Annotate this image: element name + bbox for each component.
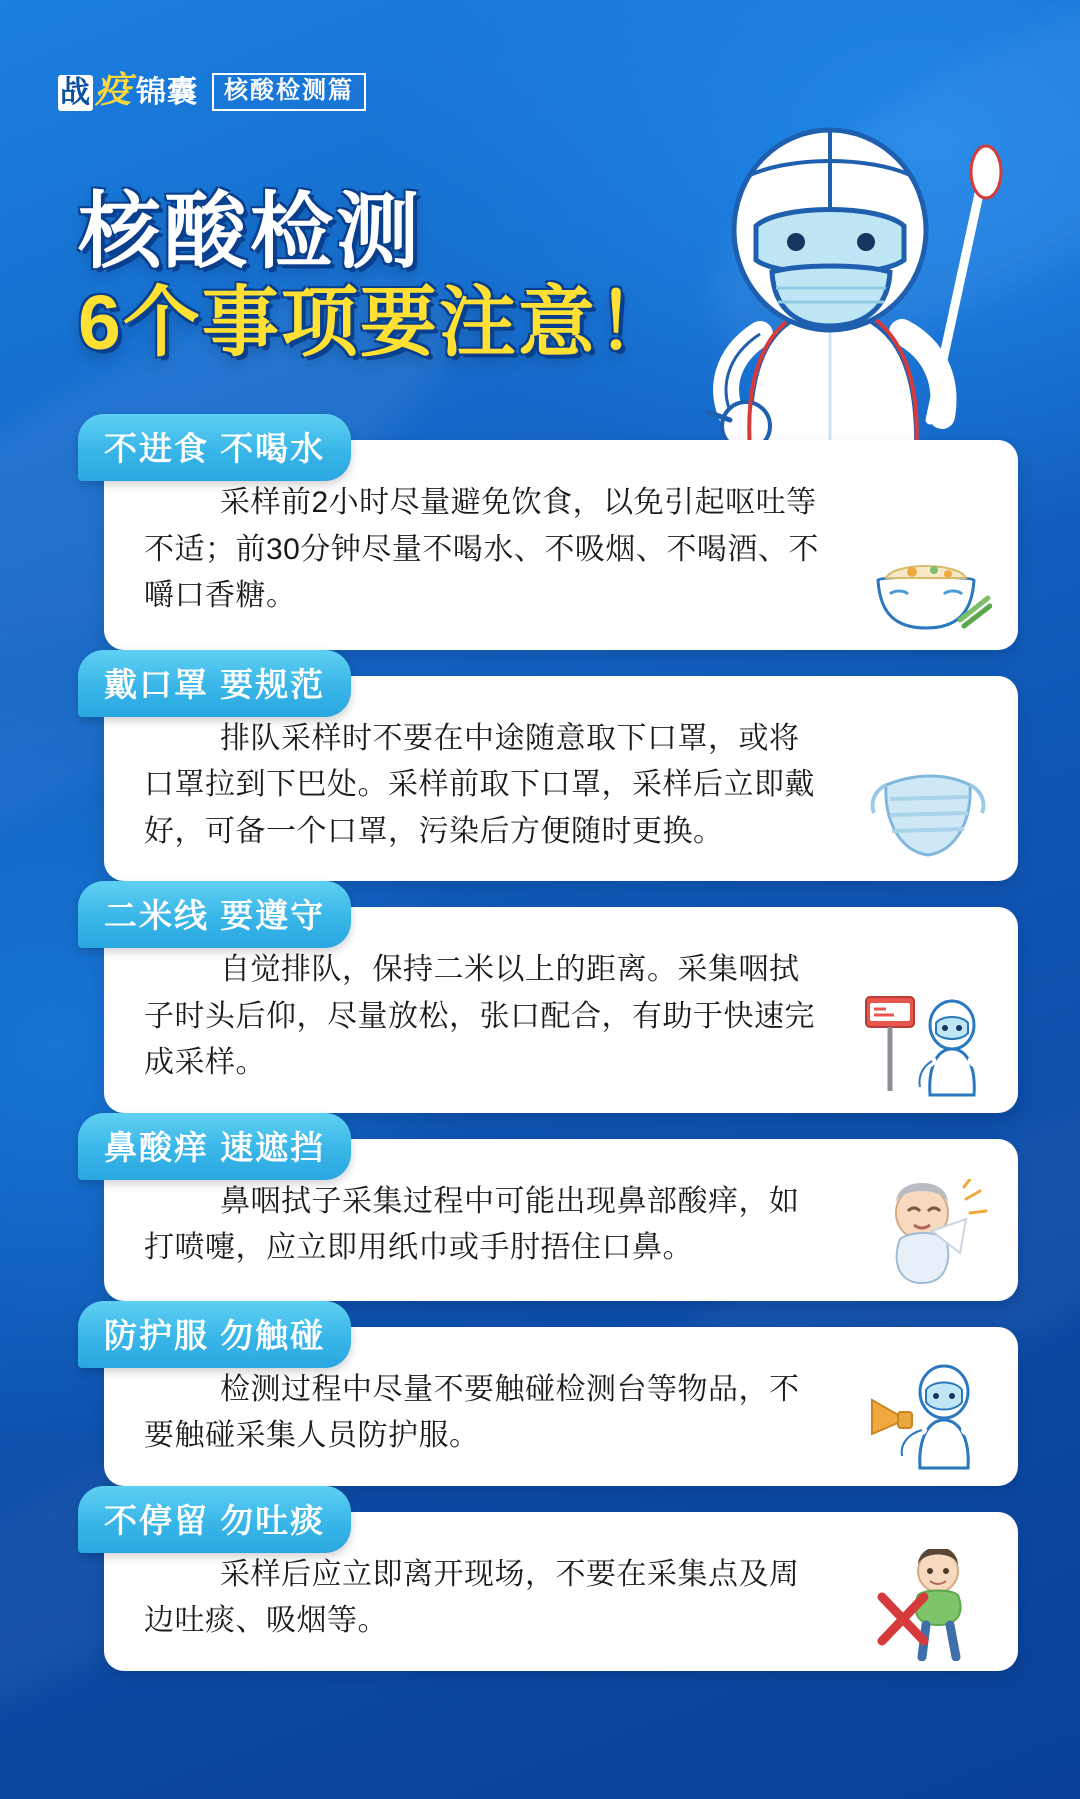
item-text: 自觉排队，保持二米以上的距离。采集咽拭子时头后仰，尽量放松，张口配合，有助于快速完成采样。 xyxy=(144,953,815,1079)
no-spitting-icon xyxy=(860,1549,992,1661)
item-label: 戴口罩 要规范 xyxy=(78,650,351,717)
rice-bowl-icon xyxy=(860,528,992,640)
brand-tag xyxy=(58,69,366,111)
item-text: 采样前2小时尽量避免饮食，以免引起呕吐等不适；前30分钟尽量不喝水、不吸烟、不喝酒、不嚼口香糖。 xyxy=(144,486,819,612)
item-label: 鼻酸痒 速遮挡 xyxy=(78,1113,351,1180)
page-title xyxy=(78,185,676,367)
item-text: 鼻咽拭子采集过程中可能出现鼻部酸痒，如打喷嚏，应立即用纸巾或手肘捂住口鼻。 xyxy=(144,1184,800,1264)
face-mask-icon xyxy=(860,759,992,871)
brand-word-1: 战 xyxy=(60,76,91,109)
item-text: 采样后应立即离开现场，不要在采集点及周边吐痰、吸烟等。 xyxy=(144,1557,800,1637)
list-item xyxy=(0,1501,1080,1671)
brand-word-2: 疫 xyxy=(95,69,133,110)
medical-worker-with-swab-icon xyxy=(630,120,1050,460)
brand-subtitle: 核酸检测篇 xyxy=(212,73,366,111)
item-text: 检测过程中尽量不要触碰检测台等物品，不要触碰采集人员防护服。 xyxy=(144,1372,800,1452)
item-label: 防护服 勿触碰 xyxy=(78,1301,351,1368)
list-item xyxy=(0,1316,1080,1486)
list-item xyxy=(0,665,1080,882)
item-label: 二米线 要遵守 xyxy=(78,881,351,948)
sneezing-person-icon xyxy=(860,1179,992,1291)
worker-sign-icon xyxy=(860,991,992,1103)
item-label: 不进食 不喝水 xyxy=(78,414,351,481)
item-text: 排队采样时不要在中途随意取下口罩，或将口罩拉到下巴处。采样前取下口罩，采样后立即戴好，可备一个口罩，污染后方便随时更换。 xyxy=(144,721,815,848)
list-item xyxy=(0,430,1080,650)
list-item xyxy=(0,897,1080,1113)
worker-megaphone-icon xyxy=(860,1364,992,1476)
title-line-2: 6个事项要注意！ xyxy=(78,280,676,367)
list-item xyxy=(0,1128,1080,1301)
brand-word-3: 锦囊 xyxy=(136,76,199,109)
item-label: 不停留 勿吐痰 xyxy=(78,1486,351,1553)
title-line-1: 核酸检测 xyxy=(78,185,422,278)
tips-list xyxy=(0,430,1080,1697)
brand-logo xyxy=(58,69,199,111)
